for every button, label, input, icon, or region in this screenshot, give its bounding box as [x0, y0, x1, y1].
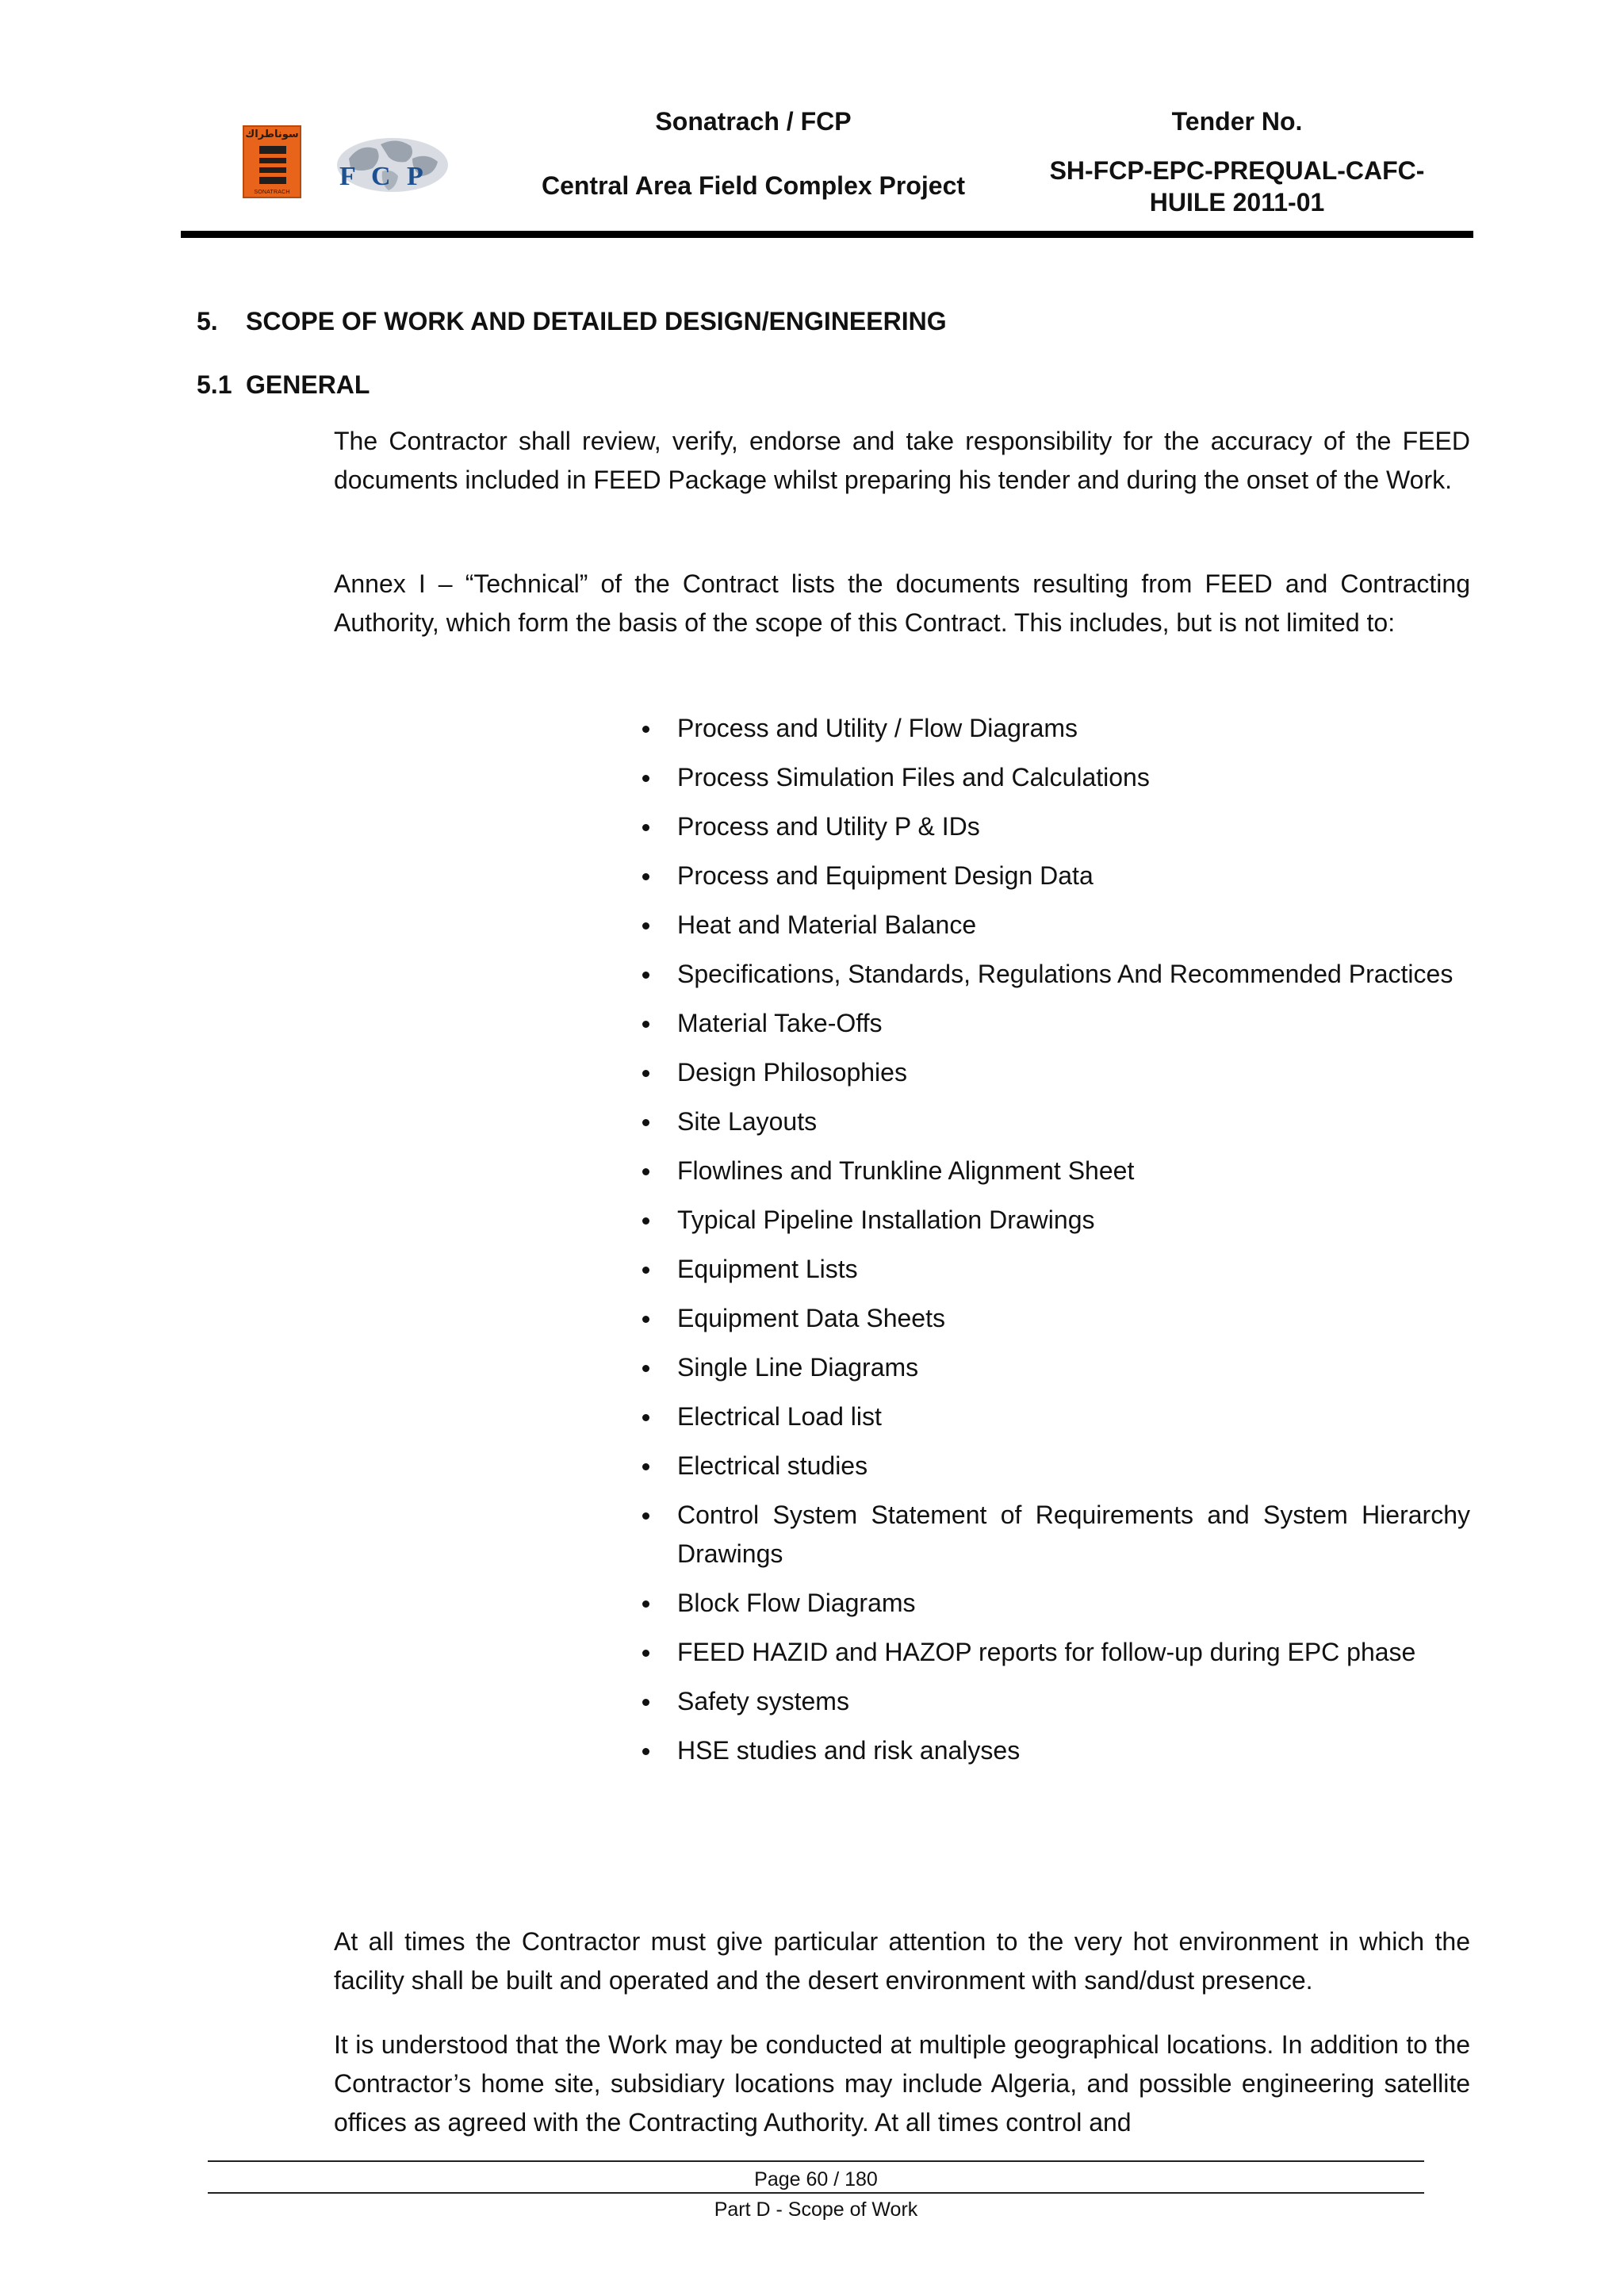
list-item: Process and Utility P & IDs [634, 807, 1470, 846]
list-item: Process Simulation Files and Calculations [634, 758, 1470, 797]
paragraph-1 [334, 422, 1470, 500]
fcp-logo [333, 127, 452, 206]
list-item: Equipment Lists [634, 1250, 1470, 1289]
bullet-icon [642, 1699, 649, 1706]
list-item: Electrical Load list [634, 1397, 1470, 1436]
list-item: Control System Statement of Requirements and System Hierarchy Drawings [634, 1496, 1470, 1573]
header-divider [181, 231, 1473, 238]
paragraph-3-text: At all times the Contractor must give particular attention to the very hot environment in which the facility shall be built and operated and the desert environment with sand/dust presence. [334, 1927, 1470, 1995]
sonatrach-logo-mark-icon [255, 146, 290, 184]
bullet-icon [642, 1217, 649, 1225]
header-tender-number-line2: HUILE 2011-01 [1149, 188, 1325, 217]
bullet-icon [642, 1512, 649, 1520]
subsection-number: 5.1 [197, 370, 232, 399]
bullet-icon [642, 1600, 649, 1608]
section-heading [197, 307, 947, 336]
bullet-icon [642, 1650, 649, 1657]
list-item: Flowlines and Trunkline Alignment Sheet [634, 1152, 1470, 1190]
bullet-icon [642, 1267, 649, 1274]
footer-rule-bottom [208, 2192, 1424, 2194]
bullet-icon [642, 1463, 649, 1470]
footer-part-label: Part D - Scope of Work [714, 2198, 918, 2221]
bullet-icon [642, 1021, 649, 1028]
subsection-heading [197, 370, 370, 400]
footer-page-number: Page 60 / 180 [754, 2168, 878, 2191]
list-item: Safety systems [634, 1682, 1470, 1721]
sonatrach-logo-arabic: سوناطراك [245, 128, 299, 140]
bullet-icon [642, 1414, 649, 1421]
bullet-icon [642, 972, 649, 979]
list-item: Equipment Data Sheets [634, 1299, 1470, 1338]
bullet-icon [642, 1119, 649, 1126]
list-item: Single Line Diagrams [634, 1348, 1470, 1387]
paragraph-1-text: The Contractor shall review, verify, endorse and take responsibility for the accuracy of the FEED documents included in FEED Package whilst preparing his tender and during the onset of the Work. [334, 427, 1470, 494]
bullet-icon [642, 1365, 649, 1372]
bullet-icon [642, 873, 649, 880]
bullet-icon [642, 1070, 649, 1077]
bullet-icon [642, 1168, 649, 1175]
paragraph-2-text: Annex I – “Technical” of the Contract lists the documents resulting from FEED and Contracting Authority, which form the basis of the scope of this Contract. This includes, but is not limited to: [334, 569, 1470, 637]
bullet-icon [642, 824, 649, 831]
header-tender-number-line1: SH-FCP-EPC-PREQUAL-CAFC- [1049, 156, 1425, 185]
list-item: Block Flow Diagrams [634, 1584, 1470, 1623]
paragraph-4-text: It is understood that the Work may be conducted at multiple geographical locations. In addition to the Contractor’s home site, subsidiary locations may include Algeria, and possible engineering satellite offices as agreed with the Contracting Authority. At all times control and [334, 2030, 1470, 2137]
list-item: Specifications, Standards, Regulations And Recommended Practices [634, 955, 1470, 994]
fcp-logo-letters: F C P [339, 162, 428, 191]
list-item: Design Philosophies [634, 1053, 1470, 1092]
list-item: Typical Pipeline Installation Drawings [634, 1201, 1470, 1240]
list-item: Process and Utility / Flow Diagrams [634, 709, 1470, 748]
list-item: HSE studies and risk analyses [634, 1731, 1470, 1770]
sonatrach-logo-caption: SONATRACH [254, 190, 290, 195]
subsection-title: GENERAL [246, 370, 370, 399]
bullet-icon [642, 726, 649, 733]
section-number: 5. [197, 307, 218, 335]
header-company: Sonatrach / FCP [655, 107, 852, 136]
list-item: Material Take-Offs [634, 1004, 1470, 1043]
sonatrach-logo [243, 125, 301, 198]
list-item: Heat and Material Balance [634, 906, 1470, 945]
section-title: SCOPE OF WORK AND DETAILED DESIGN/ENGINEERING [246, 307, 947, 335]
list-item: FEED HAZID and HAZOP reports for follow-up during EPC phase [634, 1633, 1470, 1672]
footer-rule-top [208, 2160, 1424, 2162]
list-item: Electrical studies [634, 1447, 1470, 1485]
bullet-icon [642, 922, 649, 930]
list-item: Process and Equipment Design Data [634, 857, 1470, 895]
bullet-icon [642, 775, 649, 782]
bullet-icon [642, 1748, 649, 1755]
bullet-icon [642, 1316, 649, 1323]
paragraph-4 [334, 2026, 1470, 2142]
paragraph-3 [334, 1922, 1470, 2000]
header-tender-label: Tender No. [1171, 107, 1303, 136]
list-item: Site Layouts [634, 1102, 1470, 1141]
header-project: Central Area Field Complex Project [541, 171, 966, 200]
paragraph-2 [334, 565, 1470, 642]
document-list [634, 709, 1470, 1780]
